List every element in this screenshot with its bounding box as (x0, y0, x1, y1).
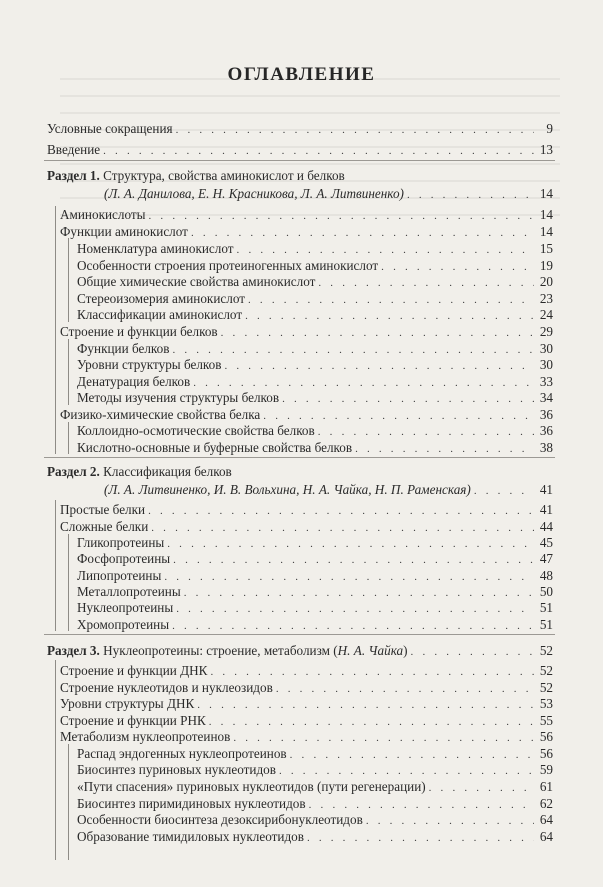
toc-entry-title: Особенности биосинтеза дезоксирибонуклеотидов (77, 812, 363, 827)
toc-page-number: 24 (539, 307, 553, 322)
dot-leader (172, 618, 534, 635)
toc-subentry[interactable] (77, 550, 553, 567)
toc-entry-title: Номенклатура аминокислот (77, 241, 234, 256)
toc-subentry[interactable] (77, 795, 553, 812)
toc-subentry[interactable] (77, 340, 553, 357)
toc-page-number: 56 (539, 746, 553, 761)
toc-subentry[interactable] (77, 439, 553, 456)
toc-entry[interactable] (60, 662, 553, 679)
toc-entry[interactable] (60, 223, 553, 240)
toc-entry-title: Метаболизм нуклеопротеинов (60, 729, 231, 744)
toc-page-number: 41 (539, 482, 553, 497)
toc-page-number: 36 (539, 423, 553, 438)
toc-section-2-heading[interactable] (47, 463, 553, 480)
dot-leader (355, 441, 534, 458)
toc-page-number: 61 (539, 779, 553, 794)
toc-subentry[interactable] (77, 778, 553, 795)
toc-entry-title: Строение и функции белков (60, 324, 218, 339)
toc-entry[interactable] (60, 712, 553, 729)
toc-page-number: 55 (539, 713, 553, 728)
toc-entry[interactable] (60, 518, 553, 535)
section-authors: (Л. А. Данилова, Е. Н. Красникова, Л. А. Литвиненко) (104, 186, 404, 201)
toc-section-1-authors[interactable] (104, 185, 553, 202)
toc-entry-introduction[interactable] (47, 141, 553, 158)
toc-page-number: 14 (539, 186, 553, 201)
toc-entry-abbreviations[interactable] (47, 120, 553, 137)
toc-page-number: 53 (539, 696, 553, 711)
toc-subentry[interactable] (77, 306, 553, 323)
toc-subentry[interactable] (77, 811, 553, 828)
toc-page-number: 19 (539, 258, 553, 273)
toc-entry[interactable] (60, 323, 553, 340)
section-title: Нуклеопротеины: строение, метаболизм (103, 643, 330, 658)
toc-entry-title: Металлопротеины (77, 584, 181, 599)
toc-page-number: 59 (539, 762, 553, 777)
toc-page-number: 64 (539, 829, 553, 844)
toc-entry-title: Образование тимидиловых нуклеотидов (77, 829, 304, 844)
dot-leader (407, 187, 534, 204)
toc-entry-title: Методы изучения структуры белков (77, 390, 280, 405)
dot-leader (176, 122, 534, 139)
toc-entry-title: Строение нуклеотидов и нуклеозидов (60, 680, 273, 695)
toc-entry-title: Биосинтез пуриновых нуклеотидов (77, 762, 276, 777)
toc-entry-title: Строение и функции РНК (60, 713, 206, 728)
toc-entry-title: Условные сокращения (47, 121, 173, 136)
toc-entry-title: «Пути спасения» пуриновых нуклеотидов (пути регенерации) (77, 779, 426, 794)
toc-page-number: 36 (539, 407, 553, 422)
toc-entry-title: Функции белков (77, 341, 170, 356)
toc-entry-title: Особенности строения протеиногенных аминокислот (77, 258, 379, 273)
toc-entry-title: Строение и функции ДНК (60, 663, 208, 678)
toc-entry-title: Функции аминокислот (60, 224, 188, 239)
section-indent-bar (55, 660, 56, 860)
toc-entry-title: Коллоидно-осмотические свойства белков (77, 423, 315, 438)
toc-subentry[interactable] (77, 534, 553, 551)
toc-page-number: 56 (539, 729, 553, 744)
toc-page-number: 50 (539, 584, 553, 599)
toc-entry-title: Стереоизомерия аминокислот (77, 291, 246, 306)
toc-entry-title: Денатурация белков (77, 374, 191, 389)
toc-page-number: 38 (539, 440, 553, 455)
toc-entry-title: Введение (47, 142, 101, 157)
subsection-indent-bar (68, 422, 69, 454)
toc-entry-title: Аминокислоты (60, 207, 146, 222)
toc-entry-title: Сложные белки (60, 519, 149, 534)
toc-subentry[interactable] (77, 422, 553, 439)
section-indent-bar (55, 500, 56, 631)
toc-entry[interactable] (60, 695, 553, 712)
toc-subentry[interactable] (77, 373, 553, 390)
subsection-indent-bar (68, 238, 69, 322)
toc-subentry[interactable] (77, 240, 553, 257)
section-number: Раздел 2. (47, 464, 100, 479)
dot-leader (103, 143, 534, 160)
toc-entry-title: Уровни структуры белков (77, 357, 222, 372)
toc-subentry[interactable] (77, 273, 553, 290)
section-authors: Н. А. Чайка (337, 643, 404, 658)
toc-subentry[interactable] (77, 745, 553, 762)
toc-subentry[interactable] (77, 616, 553, 633)
dot-leader (307, 830, 534, 847)
toc-section-2-authors[interactable] (104, 481, 553, 498)
toc-page-number: 30 (539, 357, 553, 372)
toc-page-number: 62 (539, 796, 553, 811)
toc-entry-title: Биосинтез пиримидиновых нуклеотидов (77, 796, 306, 811)
toc-page-number: 52 (539, 680, 553, 695)
toc-subentry[interactable] (77, 583, 553, 600)
toc-page-number: 41 (539, 502, 553, 517)
toc-subentry[interactable] (77, 290, 553, 307)
toc-page-number: 45 (539, 535, 553, 550)
toc-subentry[interactable] (77, 761, 553, 778)
toc-subentry[interactable] (77, 828, 553, 845)
toc-entry-title: Физико-химические свойства белка (60, 407, 261, 422)
toc-page-number: 34 (539, 390, 553, 405)
toc-page-number: 30 (539, 341, 553, 356)
toc-entry-title: Распад эндогенных нуклеопротеинов (77, 746, 287, 761)
section-number: Раздел 3. (47, 643, 100, 658)
toc-subentry[interactable] (77, 389, 553, 406)
toc-entry-title: Простые белки (60, 502, 146, 517)
toc-subentry[interactable] (77, 356, 553, 373)
toc-entry-title: Хромопротеины (77, 617, 170, 632)
toc-entry[interactable] (60, 206, 553, 223)
toc-entry-title: Уровни структуры ДНК (60, 696, 195, 711)
toc-section-1-heading[interactable] (47, 167, 553, 184)
toc-page-number: 52 (539, 663, 553, 678)
toc-page-number: 9 (546, 121, 553, 136)
section-title: Классификация белков (103, 464, 232, 479)
toc-page-number: 51 (539, 600, 553, 615)
page-header-area (0, 0, 603, 60)
toc-entry[interactable] (60, 406, 553, 423)
toc-page-number: 20 (539, 274, 553, 289)
toc-page-number: 23 (539, 291, 553, 306)
section-title: Структура, свойства аминокислот и белков (103, 168, 345, 183)
toc-page-number: 48 (539, 568, 553, 583)
toc-entry-title: Гликопротеины (77, 535, 165, 550)
section-authors: (Л. А. Литвиненко, И. В. Вольхина, Н. А. Чайка, Н. П. Раменская) (104, 482, 471, 497)
toc-entry[interactable] (60, 728, 553, 745)
section-indent-bar (55, 206, 56, 454)
toc-entry[interactable] (60, 679, 553, 696)
toc-subentry[interactable] (77, 257, 553, 274)
toc-page-number: 47 (539, 551, 553, 566)
page-title: ОГЛАВЛЕНИЕ (227, 64, 376, 85)
subsection-indent-bar (68, 534, 69, 631)
toc-subentry[interactable] (77, 599, 553, 616)
toc-page-number: 29 (539, 324, 553, 339)
toc-entry-title: Нуклеопротеины (77, 600, 174, 615)
subsection-indent-bar (68, 744, 69, 860)
toc-section-3-heading[interactable]: Раздел 3. Нуклеопротеины: строение, метаболизм (Н. А. Чайка) . . . 52 (47, 642, 553, 659)
toc-entry[interactable] (60, 501, 553, 518)
toc-page-number: 13 (539, 142, 553, 157)
subsection-indent-bar (68, 339, 69, 405)
toc-subentry[interactable] (77, 567, 553, 584)
section-number: Раздел 1. (47, 168, 100, 183)
toc-page-number: 52 (539, 643, 553, 658)
toc-page-number: 64 (539, 812, 553, 827)
section-divider (44, 160, 555, 161)
dot-leader (474, 483, 534, 500)
toc-page-number: 51 (539, 617, 553, 632)
toc-entry-title: Липопротеины (77, 568, 162, 583)
toc-page-number: 15 (539, 241, 553, 256)
toc-entry-title: Общие химические свойства аминокислот (77, 274, 316, 289)
dot-leader (411, 644, 534, 661)
toc-entry-title: Фосфопротеины (77, 551, 171, 566)
toc-page-number: 14 (539, 224, 553, 239)
toc-page-number: 33 (539, 374, 553, 389)
toc-page-number: 44 (539, 519, 553, 534)
toc-entry-title: Кислотно-основные и буферные свойства белков (77, 440, 353, 455)
toc-page-number: 14 (539, 207, 553, 222)
toc-entry-title: Классификации аминокислот (77, 307, 243, 322)
